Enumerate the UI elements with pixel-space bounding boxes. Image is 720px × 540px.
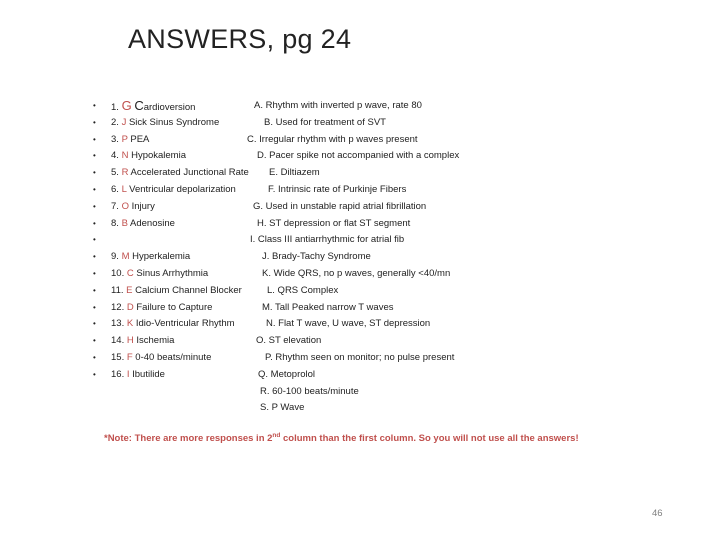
response-option: E. Diltiazem	[269, 167, 320, 179]
answer-letter: F	[126, 352, 133, 363]
question-term: Ibutilide	[129, 368, 165, 380]
bullet: •	[93, 252, 96, 262]
question-item	[111, 198, 155, 215]
question-term: Accelerated Junctional Rate	[128, 167, 249, 179]
question-item	[111, 282, 242, 299]
answer-row	[0, 248, 720, 265]
question-item	[111, 131, 149, 148]
question-number: 8.	[111, 217, 122, 229]
answer-letter: E	[126, 284, 133, 296]
bullet: •	[93, 134, 96, 144]
question-item	[111, 349, 211, 366]
answer-letter: H	[126, 335, 134, 347]
question-number: 10.	[111, 268, 127, 279]
response-option: S. P Wave	[260, 402, 305, 414]
question-term: Adenosine	[127, 217, 175, 229]
question-number: 1.	[111, 102, 122, 113]
answer-row	[0, 181, 720, 198]
bullet: •	[93, 185, 96, 194]
bullet: •	[93, 336, 96, 346]
answer-row	[0, 282, 720, 299]
bullet: •	[93, 302, 96, 312]
footnote	[104, 432, 579, 444]
answer-letter: D	[126, 301, 134, 313]
question-number: 16.	[111, 368, 127, 380]
answer-row	[0, 97, 720, 114]
page-title: ANSWERS, pg 24	[128, 24, 352, 54]
answer-row	[0, 349, 720, 366]
question-term: PEA	[127, 133, 150, 145]
answer-row	[0, 265, 720, 282]
question-number: 2.	[111, 116, 122, 128]
note-text-after: column than the first column. So you will not use all the answers!	[280, 433, 579, 445]
answer-letter: P	[121, 133, 128, 145]
question-item	[111, 114, 219, 131]
answer-row	[0, 131, 720, 148]
response-option: O. ST elevation	[256, 335, 322, 347]
bullet: •	[93, 151, 96, 161]
answer-letter: I	[126, 368, 130, 380]
question-number: 12.	[111, 301, 127, 313]
response-option: Q. Metoprolol	[258, 368, 316, 380]
response-option: A. Rhythm with inverted p wave, rate 80	[254, 100, 422, 111]
question-term: Hyperkalemia	[129, 251, 191, 263]
question-term: Injury	[128, 200, 155, 212]
answer-letter: J	[121, 116, 127, 128]
response-option: I. Class III antiarrhythmic for atrial fib	[250, 234, 405, 246]
bullet: •	[93, 285, 96, 295]
response-option: L. QRS Complex	[267, 284, 339, 296]
answer-letter: C	[126, 268, 134, 279]
bullet: •	[93, 353, 96, 362]
answer-row	[0, 114, 720, 131]
question-number: 4.	[111, 150, 122, 162]
question-item	[111, 315, 235, 332]
question-number: 13.	[111, 318, 127, 330]
question-term: Sinus Arrhythmia	[133, 268, 209, 279]
answer-row	[0, 215, 720, 232]
answer-letter: G	[121, 98, 132, 113]
bullet: •	[93, 269, 96, 278]
question-term: Cardioversion	[134, 98, 196, 113]
page-number: 46	[652, 508, 663, 519]
answer-row	[0, 198, 720, 215]
question-term: Idio-Ventricular Rhythm	[133, 318, 235, 330]
question-term: Failure to Capture	[133, 301, 213, 313]
answer-row	[0, 332, 720, 349]
answer-row	[0, 315, 720, 332]
answer-row	[0, 164, 720, 181]
response-option: J. Brady-Tachy Syndrome	[262, 251, 371, 263]
answer-row	[0, 147, 720, 164]
response-option: K. Wide QRS, no p waves, generally <40/mn	[262, 268, 451, 279]
extra-response-row	[0, 399, 720, 416]
question-number: 11.	[111, 284, 127, 296]
answer-row	[0, 231, 720, 248]
question-item	[111, 366, 165, 383]
response-option: N. Flat T wave, U wave, ST depression	[266, 318, 431, 330]
bullet: •	[93, 319, 96, 329]
answer-letter: B	[121, 217, 128, 229]
answer-row	[0, 299, 720, 316]
response-option: G. Used in unstable rapid atrial fibrillation	[253, 200, 427, 212]
response-option: H. ST depression or flat ST segment	[257, 217, 411, 229]
bullet: •	[93, 117, 96, 127]
answer-letter: R	[121, 167, 129, 179]
note-text-before: *Note: There are more responses in 2	[104, 433, 273, 445]
response-option: P. Rhythm seen on monitor; no pulse present	[265, 352, 455, 363]
question-number: 3.	[111, 133, 122, 145]
bullet: •	[93, 235, 96, 245]
response-option: D. Pacer spike not accompanied with a complex	[257, 150, 460, 162]
question-item	[111, 265, 208, 282]
bullet: •	[93, 168, 96, 178]
answer-letter: L	[121, 184, 127, 195]
answer-letter: N	[121, 150, 129, 162]
answer-letter: K	[126, 318, 134, 330]
question-item	[111, 332, 174, 349]
response-option: F. Intrinsic rate of Purkinje Fibers	[268, 184, 407, 195]
question-item	[111, 164, 249, 181]
question-term: Ischemia	[133, 335, 175, 347]
question-term: Sick Sinus Syndrome	[126, 116, 220, 128]
answer-letter: M	[121, 251, 130, 263]
question-item	[111, 181, 236, 198]
question-item	[111, 299, 212, 316]
bullet: •	[93, 101, 96, 110]
question-term: Ventricular depolarization	[126, 184, 236, 195]
response-option: C. Irregular rhythm with p waves present	[247, 133, 418, 145]
question-item	[111, 215, 175, 232]
bullet: •	[93, 369, 96, 379]
question-term: Hypokalemia	[128, 150, 186, 162]
question-number: 9.	[111, 251, 122, 263]
response-option: R. 60-100 beats/minute	[260, 385, 359, 397]
response-option: B. Used for treatment of SVT	[264, 116, 386, 128]
question-number: 6.	[111, 184, 122, 195]
question-number: 14.	[111, 335, 127, 347]
answer-letter: O	[121, 200, 129, 212]
question-term: Calcium Channel Blocker	[132, 284, 242, 296]
question-number: 15.	[111, 352, 127, 363]
answer-row	[0, 366, 720, 383]
question-number: 5.	[111, 167, 122, 179]
response-option: M. Tall Peaked narrow T waves	[262, 301, 394, 313]
question-term: 0-40 beats/minute	[132, 352, 212, 363]
question-item	[111, 248, 190, 265]
question-item	[111, 147, 186, 164]
question-number: 7.	[111, 200, 122, 212]
bullet: •	[93, 218, 96, 228]
bullet: •	[93, 201, 96, 211]
extra-response-row	[0, 383, 720, 400]
note-superscript: nd	[272, 432, 281, 439]
